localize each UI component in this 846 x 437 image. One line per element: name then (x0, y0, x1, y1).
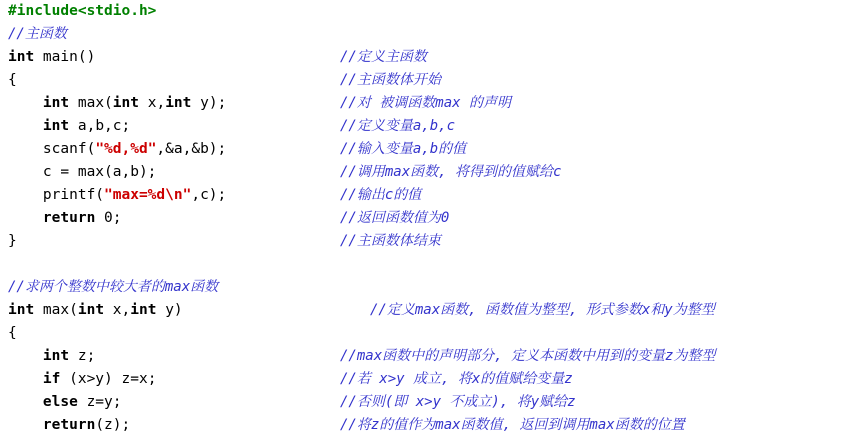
code-comment: //定义变量a,b,c (340, 118, 456, 134)
code-text (8, 322, 17, 345)
code-token: if (42, 371, 61, 387)
code-token: printf( (8, 187, 105, 203)
code-line (0, 46, 846, 69)
code-text (8, 69, 17, 92)
code-token: else (42, 394, 78, 410)
code-token (8, 371, 43, 387)
code-token (8, 348, 43, 364)
code-text (8, 391, 122, 414)
code-token: 0; (95, 210, 122, 226)
code-token (8, 417, 43, 433)
code-line (0, 184, 846, 207)
code-token: return (42, 210, 96, 226)
code-token: int (112, 95, 139, 111)
code-token: c = max(a,b); (8, 164, 157, 180)
code-comment: //若 x>y 成立, 将x的值赋给变量z (340, 371, 573, 387)
code-line (0, 299, 846, 322)
code-token: int (8, 302, 35, 318)
code-token: int (42, 118, 70, 134)
code-token: y) (156, 302, 183, 318)
code-line (0, 161, 846, 184)
code-token: z=y; (77, 394, 122, 410)
code-token: max( (69, 95, 113, 111)
code-comment: //求两个整数中较大者的max函数 (8, 279, 219, 295)
code-token (8, 210, 43, 226)
code-token (8, 95, 43, 111)
code-comment: //输出c的值 (340, 187, 422, 203)
code-token: y); (191, 95, 227, 111)
code-token: scanf( (8, 141, 96, 157)
code-line (0, 391, 846, 414)
code-text (8, 230, 17, 253)
code-comment: //定义max函数, 函数值为整型, 形式参数x和y为整型 (370, 302, 715, 318)
code-line (0, 115, 846, 138)
code-line (0, 69, 846, 92)
code-token: z; (69, 348, 96, 364)
code-token: x, (104, 302, 131, 318)
code-text (8, 345, 95, 368)
code-text (8, 46, 95, 69)
code-text (8, 184, 226, 207)
code-comment: //否则(即 x>y 不成立), 将y赋给z (340, 394, 576, 410)
code-token: int (77, 302, 105, 318)
code-line (0, 322, 846, 345)
code-text (8, 207, 122, 230)
code-comment: //主函数体开始 (340, 72, 441, 88)
code-text (8, 368, 156, 391)
code-token: int (42, 95, 70, 111)
code-comment: //主函数体结束 (340, 233, 441, 249)
code-text (8, 92, 226, 115)
code-text (8, 299, 183, 322)
code-text (8, 0, 156, 23)
code-token (8, 394, 43, 410)
code-line (0, 138, 846, 161)
code-token: int (8, 49, 35, 65)
code-token: (x>y) z=x; (60, 371, 157, 387)
code-line (0, 207, 846, 230)
code-token: a,b,c; (69, 118, 131, 134)
code-token: ,c); (191, 187, 227, 203)
code-token: "%d,%d" (95, 141, 157, 157)
code-token: int (165, 95, 192, 111)
code-line (0, 368, 846, 391)
code-token: x, (138, 95, 166, 111)
code-token: return (42, 417, 96, 433)
code-token: (z); (95, 417, 131, 433)
code-comment: //主函数 (8, 26, 67, 42)
code-line (0, 230, 846, 253)
code-comment: //max函数中的声明部分, 定义本函数中用到的变量z为整型 (340, 348, 716, 364)
code-line (0, 345, 846, 368)
code-line (0, 414, 846, 437)
code-token: int (130, 302, 157, 318)
code-token: { (8, 72, 17, 88)
code-line (0, 276, 846, 299)
code-token (8, 118, 43, 134)
code-comment: //输入变量a,b的值 (340, 141, 467, 157)
code-line (0, 23, 846, 46)
code-comment: //将z的值作为max函数值, 返回到调用max函数的位置 (340, 417, 685, 433)
code-comment: //对 被调函数max 的声明 (340, 95, 512, 111)
code-token: "max=%d\n" (104, 187, 192, 203)
code-line (0, 0, 846, 23)
code-comment: //返回函数值为0 (340, 210, 450, 226)
code-token: { (8, 325, 17, 341)
code-line (0, 92, 846, 115)
code-token: main() (34, 49, 96, 65)
code-text (8, 138, 226, 161)
code-text (8, 161, 156, 184)
code-token: } (8, 233, 17, 249)
code-comment: //调用max函数, 将得到的值赋给c (340, 164, 562, 180)
code-token: #include<stdio.h> (8, 3, 157, 19)
code-comment: //定义主函数 (340, 49, 427, 65)
code-token: ,&a,&b); (156, 141, 227, 157)
code-token: max( (34, 302, 78, 318)
code-text (8, 414, 130, 437)
code-text (8, 115, 130, 138)
code-line (0, 253, 846, 276)
code-token: int (42, 348, 70, 364)
